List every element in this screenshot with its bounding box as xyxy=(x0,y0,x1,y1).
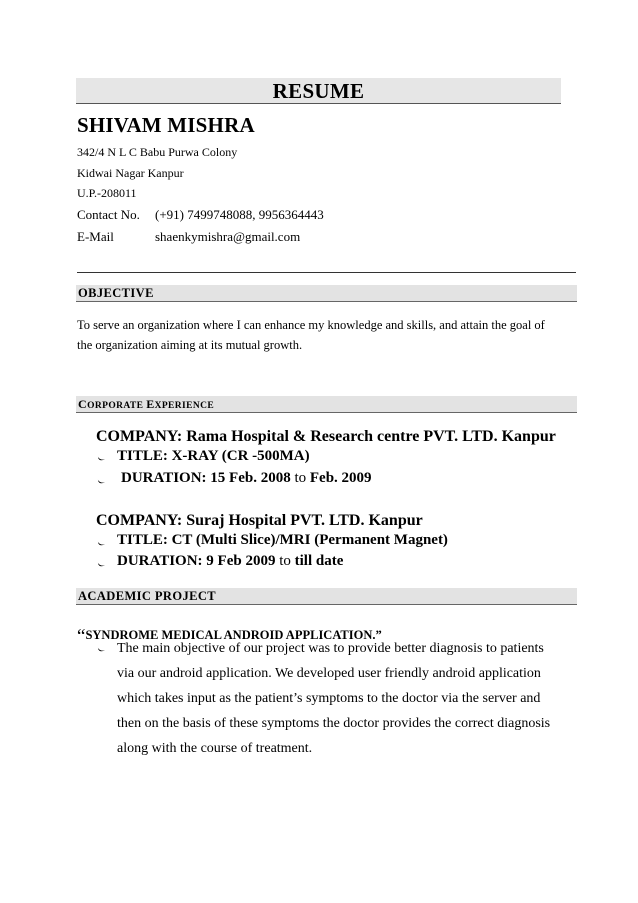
academic-heading: ACADEMIC PROJECT xyxy=(78,589,216,603)
bullet-icon xyxy=(97,454,106,463)
experience-heading-initial-2: E xyxy=(146,397,155,411)
company-1-duration-end: Feb. 2009 xyxy=(309,470,372,486)
experience-heading-rest-1: ORPORATE xyxy=(87,401,147,411)
company-1-duration xyxy=(121,470,372,487)
experience-heading-rest-2: XPERIENCE xyxy=(154,401,215,411)
project-open-quote: “ xyxy=(77,626,86,647)
contact-label: Contact No. xyxy=(77,207,140,222)
project-description: The main objective of our project was to provide better diagnosis to patients via our android application. We developed user friendly android application which takes input as the patient’s symptoms to the doctor via the server and then on the basis of these symptoms the doctor provides the correct diagnosis along with the course of treatment. xyxy=(117,641,551,756)
company-2-duration-start: DURATION: 9 Feb 2009 xyxy=(117,553,276,569)
company-1-title: TITLE: X-RAY (CR -500MA) xyxy=(117,448,310,464)
objective-heading: OBJECTIVE xyxy=(78,286,154,300)
company-2-duration xyxy=(117,553,343,570)
email-label: E-Mail xyxy=(77,229,114,244)
bullet-icon xyxy=(97,539,106,548)
company-2-title: TITLE: CT (Multi Slice)/MRI (Permanent Magnet) xyxy=(117,532,448,548)
experience-heading-initial-1: C xyxy=(78,397,88,411)
contact-value: (+91) 7499748088, 9956364443 xyxy=(155,207,324,222)
bullet-icon xyxy=(97,560,106,569)
company-2-name: COMPANY: Suraj Hospital PVT. LTD. Kanpur xyxy=(96,512,423,529)
resume-title-bar xyxy=(76,78,561,104)
section-divider xyxy=(77,272,576,273)
project-title-text: SYNDROME MEDICAL ANDROID APPLICATION.” xyxy=(85,628,382,642)
bullet-icon xyxy=(97,477,106,486)
resume-title: RESUME xyxy=(272,79,365,103)
address-line-2: Kidwai Nagar Kanpur xyxy=(77,166,184,180)
company-2-duration-to: to xyxy=(279,553,291,569)
company-1-duration-to: to xyxy=(294,470,307,486)
email-value: shaenkymishra@gmail.com xyxy=(155,229,301,244)
company-2-duration-end: till date xyxy=(294,553,344,569)
experience-heading xyxy=(78,397,214,412)
company-1-duration-start: DURATION: 15 Feb. 2008 xyxy=(121,470,291,486)
academic-heading-bar xyxy=(76,588,577,605)
experience-heading-bar xyxy=(76,396,577,413)
objective-heading-bar xyxy=(76,285,577,302)
person-name: SHIVAM MISHRA xyxy=(77,113,255,137)
company-1-name: COMPANY: Rama Hospital & Research centre PVT. LTD. Kanpur xyxy=(96,428,556,445)
objective-text: To serve an organization where I can enhance my knowledge and skills, and attain the goal of the organization aiming at its mutual growth. xyxy=(77,318,545,352)
address-line-1: 342/4 N L C Babu Purwa Colony xyxy=(77,145,238,159)
bullet-icon xyxy=(97,645,106,654)
address-line-3: U.P.-208011 xyxy=(77,186,137,200)
